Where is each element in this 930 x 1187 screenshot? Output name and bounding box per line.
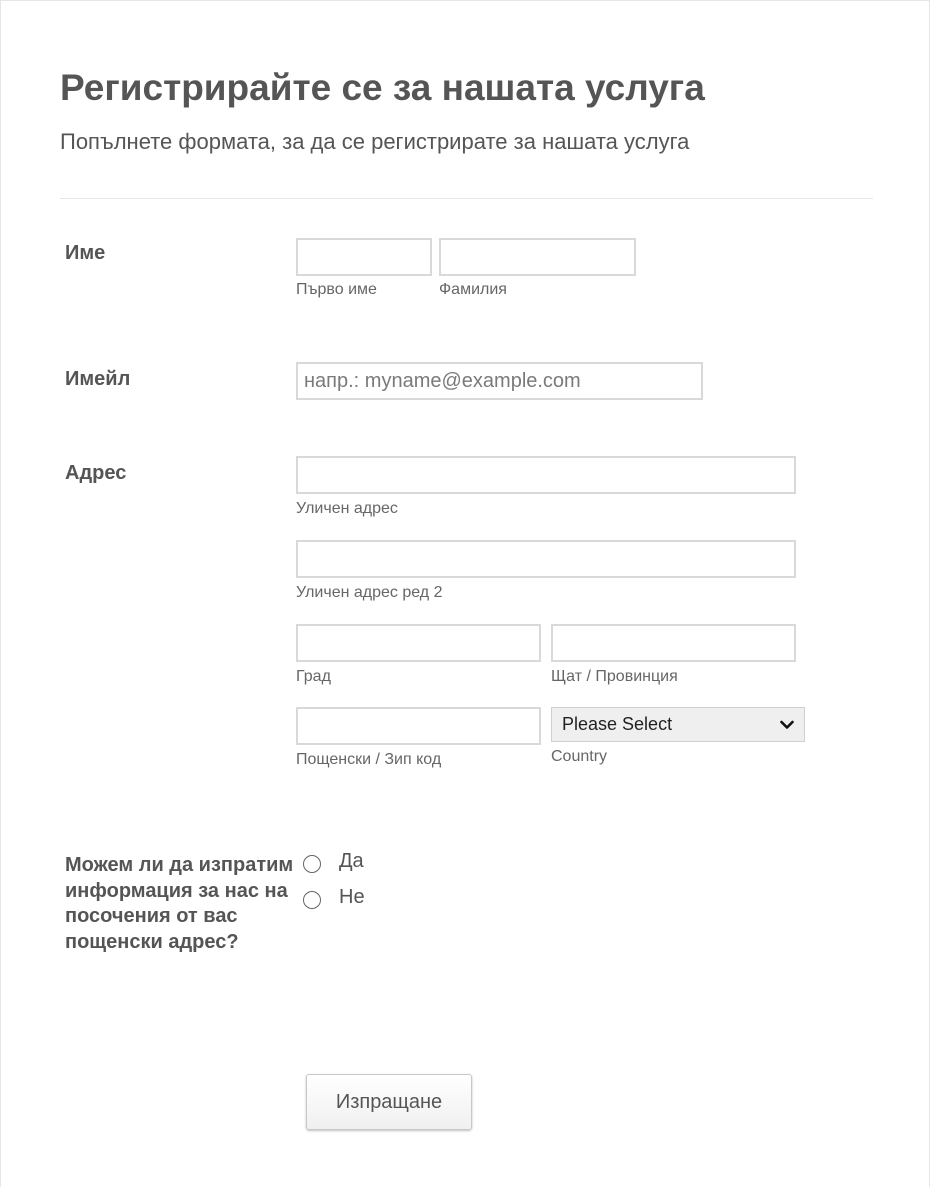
form-subtitle: Попълнете формата, за да се регистрирате за нашата услуга	[60, 129, 690, 154]
chevron-down-icon	[780, 718, 794, 732]
name-label: Име	[65, 242, 106, 264]
street-address-line2-sublabel: Уличен адрес ред 2	[296, 584, 443, 601]
country-select-value: Please Select	[562, 714, 673, 734]
country-select[interactable]	[551, 707, 805, 742]
mail-question-label: Можем ли да изпратим информация за нас на посочения от вас пощенски адрес?	[65, 854, 294, 953]
header-divider	[60, 198, 873, 199]
last-name-sublabel: Фамилия	[439, 281, 507, 298]
email-label: Имейл	[65, 368, 131, 390]
address-label: Адрес	[65, 462, 127, 484]
street-address-line2-input[interactable]	[296, 540, 796, 578]
radio-button-no[interactable]	[303, 891, 321, 909]
zip-code-sublabel: Пощенски / Зип код	[296, 751, 442, 768]
state-sublabel: Щат / Провинция	[551, 668, 678, 685]
zip-code-input[interactable]	[296, 707, 541, 745]
radio-button-yes[interactable]	[303, 855, 321, 873]
radio-label-no: Не	[339, 886, 365, 908]
last-name-input[interactable]	[439, 238, 636, 276]
email-input[interactable]	[296, 362, 703, 400]
submit-button[interactable]: Изпращане	[306, 1074, 472, 1130]
country-sublabel: Country	[551, 748, 608, 765]
street-address-input[interactable]	[296, 456, 796, 494]
first-name-input[interactable]	[296, 238, 432, 276]
radio-option-yes[interactable]	[303, 850, 364, 873]
street-address-sublabel: Уличен адрес	[296, 500, 398, 517]
first-name-sublabel: Първо име	[296, 281, 377, 298]
state-input[interactable]	[551, 624, 796, 662]
form-title: Регистрирайте се за нашата услуга	[60, 67, 705, 108]
city-sublabel: Град	[296, 668, 331, 685]
radio-label-yes: Да	[339, 850, 364, 872]
radio-option-no[interactable]	[303, 886, 365, 909]
city-input[interactable]	[296, 624, 541, 662]
